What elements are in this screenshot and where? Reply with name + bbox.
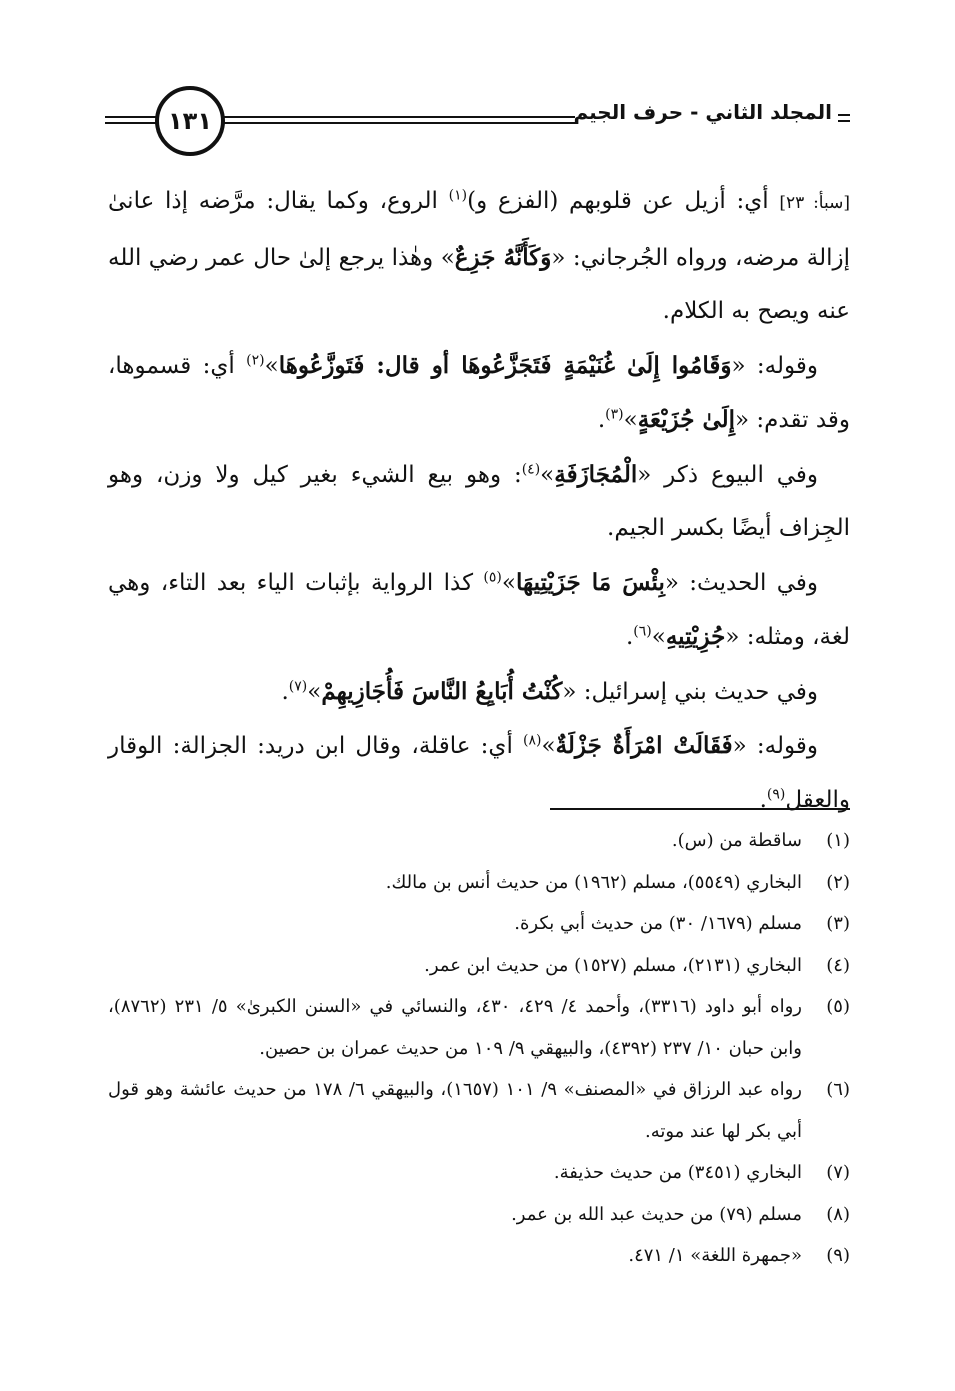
text: أي: قسموها، وقد تقدم: « <box>108 352 850 433</box>
footnotes <box>108 820 850 1277</box>
footnote-1 <box>108 820 850 862</box>
paragraph-6 <box>108 719 850 827</box>
footnote-marker: (٧) <box>288 677 308 694</box>
footnote-text: ساقطة من (س). <box>671 830 802 851</box>
footnote-marker: (٨) <box>523 732 542 749</box>
quoted-term: كُنْتُ أُبَايِعُ النَّاسَ فَأُجَازِيهِمْ <box>321 677 563 705</box>
paragraph-2 <box>108 339 850 448</box>
text: » <box>501 569 516 596</box>
footnote-marker: (٥) <box>483 568 502 585</box>
main-text <box>108 175 850 827</box>
quoted-term: وَكَأَنَّهُ جَزِعٌ <box>454 243 552 271</box>
paragraph-4 <box>108 556 850 665</box>
footnote-marker: (٦) <box>633 623 652 640</box>
quoted-term: وَقَامُوا إِلَىٰ غُنَيْمَةٍ فَتَجَزَّعُوهَا أو قال: فَتَوزَّعُوهَا <box>278 351 732 379</box>
paragraph-5 <box>108 665 850 720</box>
text: وقوله: « <box>731 352 818 379</box>
text: وقوله: « <box>732 733 818 759</box>
text: : وهو بيع الشيء بغير كيل ولا وزن، وهو الجِزاف أيضًا بكسر الجيم. <box>108 461 850 541</box>
page-header <box>105 86 850 166</box>
footnote-separator <box>550 808 850 810</box>
quoted-term: فَقَالَتْ امْرَأَةٌ جَزْلَةٌ <box>555 732 733 759</box>
page-number: ١٣١ <box>155 86 225 156</box>
text: » <box>541 733 556 759</box>
footnote-number: (٦) <box>826 1079 850 1100</box>
text: . <box>759 786 767 813</box>
text: » <box>540 461 555 488</box>
text: » <box>651 624 666 650</box>
running-title: المجلد الثاني - حرف الجيم <box>573 100 832 124</box>
text: » <box>264 352 279 379</box>
footnote-number: (٢) <box>826 871 850 893</box>
text: وفي حديث بني إسرائيل: « <box>562 678 818 705</box>
footnote-number: (٨) <box>826 1203 850 1225</box>
footnote-number: (٣) <box>826 913 850 934</box>
footnote-number: (٩) <box>826 1245 850 1266</box>
text: أي: عاقلة، وقال ابن دريد: الجزالة: الوقار والعقل <box>108 733 850 813</box>
footnote-number: (٤) <box>826 954 850 976</box>
text: وفي الحديث: « <box>664 569 818 596</box>
footnote-number: (٥) <box>826 996 850 1017</box>
quoted-term: جُزِيْتِيهِ <box>665 623 726 650</box>
footnote-text: البخاري (٥٥٤٩)، مسلم (١٩٦٢) من حديث أنس بن مالك. <box>385 871 802 893</box>
footnote-number: (١) <box>826 830 850 851</box>
footnote-8 <box>108 1194 850 1236</box>
footnote-6 <box>108 1069 850 1152</box>
footnote-4 <box>108 945 850 987</box>
text: . <box>597 407 606 433</box>
text: الروع، وكما يقال: مرَّضه إذا عانىٰ إزالة مرضه، ورواه الجُرجاني: « <box>108 188 850 271</box>
footnote-2 <box>108 862 850 904</box>
footnote-text: مسلم (٧٩) من حديث عبد الله بن عمر. <box>511 1203 802 1225</box>
footnote-3 <box>108 903 850 945</box>
text: كذا الرواية بإثبات الياء بعد التاء، وهي لغة، ومثله: « <box>108 569 850 650</box>
footnote-marker: (٤) <box>521 460 541 477</box>
footnote-marker: (٩) <box>766 785 786 802</box>
footnote-text: البخاري (٢١٣١)، مسلم (١٥٢٧) من حديث ابن عمر. <box>424 954 802 976</box>
paragraph-3 <box>108 448 850 556</box>
footnote-5 <box>108 986 850 1069</box>
footnote-text: مسلم (١٦٧٩/ ٣٠) من حديث أبي بكرة. <box>514 913 802 934</box>
text: أي: أزيل عن قلوبهم (الفزع و) <box>467 188 780 214</box>
footnote-marker: (١) <box>448 187 468 204</box>
quoted-term: بِئْسَ مَا جَزَيْتِيهَا <box>515 568 665 596</box>
footnote-text: رواه عبد الرزاق في «المصنف» ٩/ ١٠١ (١٦٥٧)، والبيهقي ٦/ ١٧٨ من حديث عائشة وهو قول أبي بكر لها عند موته. <box>108 1079 802 1142</box>
footnote-text: البخاري (٣٤٥١) من حديث حذيفة. <box>553 1162 802 1183</box>
text: وفي البيوع ذكر « <box>637 461 818 488</box>
quran-reference: [سبأ: ٢٣] <box>779 193 850 213</box>
footnote-marker: (٣) <box>605 406 624 423</box>
footnote-text: «جمهرة اللغة» ١/ ٤٧١. <box>628 1245 802 1266</box>
text: » <box>307 678 322 705</box>
quoted-term: إِلَىٰ جُزَيْعَةٍ <box>637 406 736 433</box>
quoted-term: الْمُجَازَفَةِ <box>554 460 638 488</box>
text: . <box>281 678 289 705</box>
text: . <box>625 624 634 650</box>
footnote-9 <box>108 1235 850 1277</box>
text: » وهٰذا يرجع إلىٰ حال عمر رضي الله عنه ويصح به الكلام. <box>108 244 850 324</box>
text: » <box>623 407 638 433</box>
footnote-marker: (٢) <box>246 351 265 368</box>
footnote-number: (٧) <box>826 1162 850 1183</box>
paragraph-1 <box>108 175 850 339</box>
footnote-7 <box>108 1152 850 1194</box>
footnote-text: رواه أبو داود (٣٣١٦)، وأحمد ٤/ ٤٢٩، ٤٣٠، والنسائي في «السنن الكبرىٰ» ٥/ ٢٣١ (٨٧٦٢)، وابن حبان ١٠/ ٢٣٧ (٤٣٩٢)، والبيهقي ٩/ ١٠٩ من حديث عمران بن حصين. <box>108 996 802 1059</box>
